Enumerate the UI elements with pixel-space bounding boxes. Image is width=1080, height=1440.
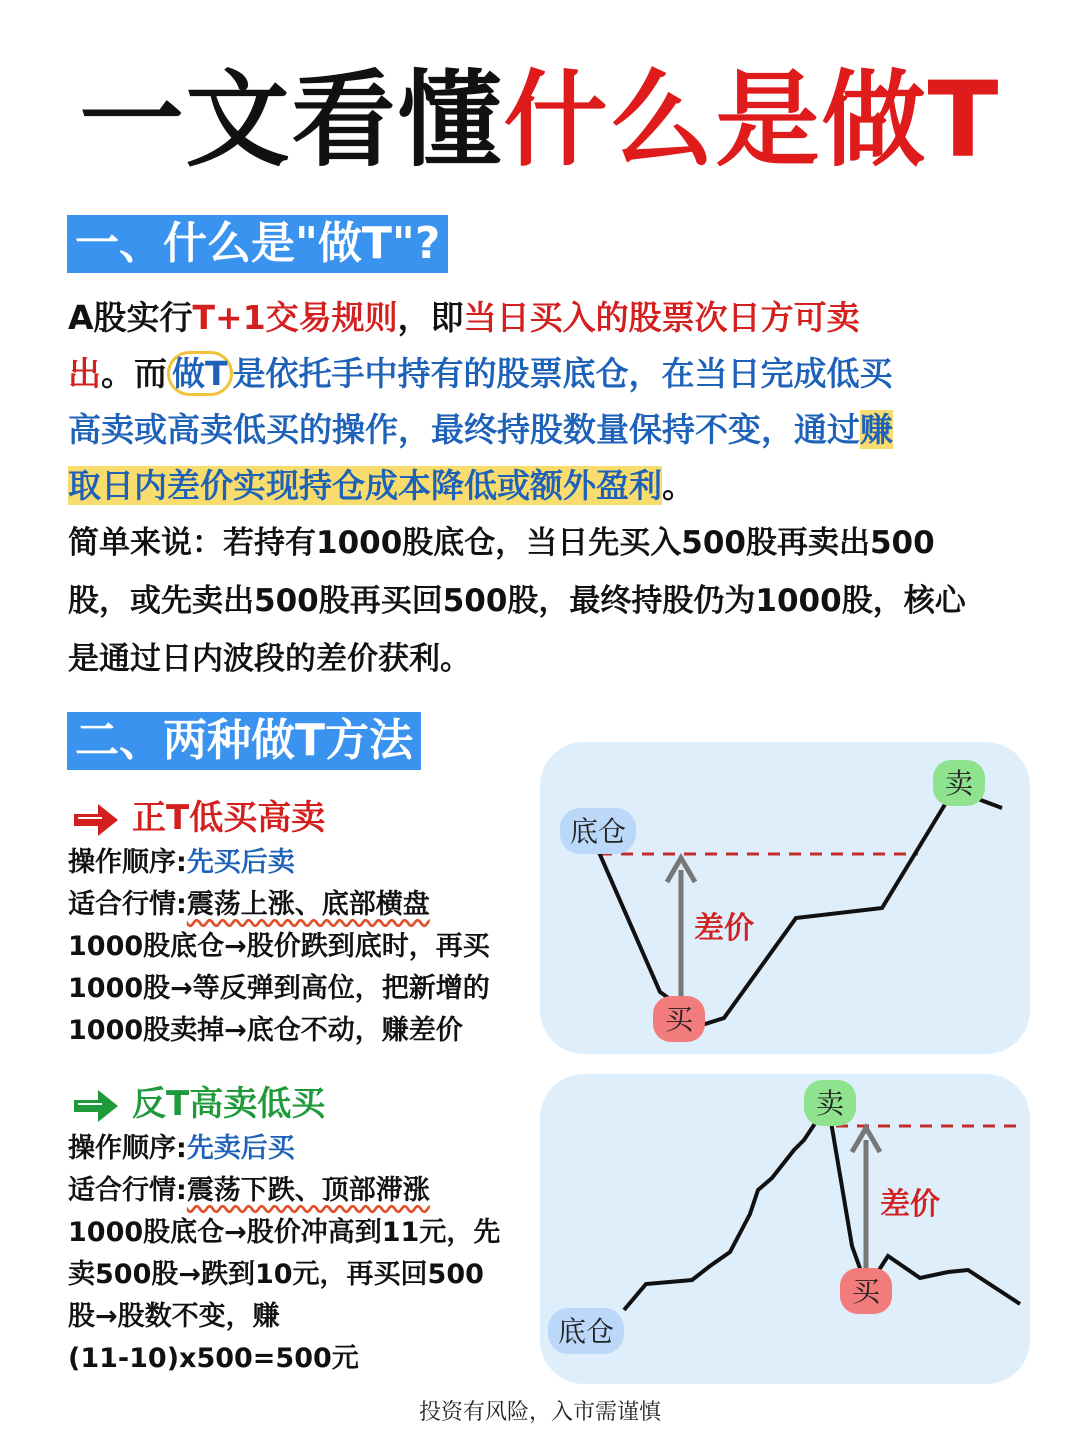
text: A股实行	[68, 298, 193, 337]
section1-paragraph	[68, 290, 1028, 514]
title-part2: 什么是做T	[503, 59, 1001, 181]
rule-detail: 当日买入的股票次日方可卖	[463, 298, 860, 337]
market-label: 适合行情:	[68, 889, 187, 920]
page-title	[0, 60, 1080, 180]
order-value: 先卖后买	[186, 1133, 295, 1164]
method1-desc: 1000股卖掉→底仓不动，赚差价	[68, 1015, 463, 1046]
text: 。而	[101, 354, 167, 393]
green-arrow-icon	[72, 1088, 120, 1124]
market-value: 震荡上涨、底部横盘	[186, 889, 430, 920]
simple-line: 股，或先卖出500股再买回500股，最终持股仍为1000股，核心	[68, 583, 966, 619]
method2-desc: (11-10)x500=500元	[68, 1343, 359, 1374]
method1-title-text: 正T低买高卖	[132, 798, 326, 838]
buy-label: 买	[851, 1275, 881, 1308]
chart1-panel	[540, 742, 1030, 1054]
buy-label: 买	[664, 1003, 694, 1036]
price-line	[598, 790, 1002, 1024]
base-label: 底仓	[569, 815, 627, 848]
diff-label: 差价	[880, 1187, 940, 1222]
highlight: 赚	[860, 410, 893, 449]
price-line	[624, 1104, 1020, 1310]
circled-term: 做T	[167, 351, 233, 396]
t1-rule: T+1交易规则	[192, 298, 398, 337]
text: 。	[662, 466, 695, 505]
method2-desc: 股→股数不变，赚	[68, 1301, 280, 1332]
order-value: 先买后卖	[186, 847, 295, 878]
red-arrow-icon	[72, 802, 120, 838]
method1-details	[68, 842, 538, 1052]
base-label: 底仓	[557, 1315, 615, 1348]
method2-title	[72, 1082, 325, 1126]
section1-heading: 一、什么是"做T"?	[67, 215, 448, 273]
method2-desc: 1000股底仓→股价冲高到11元，先	[68, 1217, 501, 1248]
market-label: 适合行情:	[68, 1175, 187, 1206]
chart2-panel	[540, 1074, 1030, 1384]
method1-desc: 1000股→等反弹到高位，把新增的	[68, 973, 490, 1004]
method1-desc: 1000股底仓→股价跌到底时，再买	[68, 931, 490, 962]
chart1-diagram	[540, 742, 1030, 1054]
order-label: 操作顺序:	[68, 847, 187, 878]
sell-label: 卖	[815, 1087, 845, 1120]
market-value: 震荡下跌、顶部滞涨	[186, 1175, 430, 1206]
chart2-diagram	[540, 1074, 1030, 1384]
title-part1: 一文看懂	[79, 59, 504, 181]
definition: 是依托手中持有的股票底仓，在当日完成低买	[232, 354, 893, 393]
method2-title-text: 反T高卖低买	[132, 1084, 326, 1124]
text: ，即	[397, 298, 464, 337]
order-label: 操作顺序:	[68, 1133, 187, 1164]
method2-desc: 卖500股→跌到10元，再买回500	[68, 1259, 484, 1290]
section2-heading: 二、两种做T方法	[67, 712, 421, 770]
diff-label: 差价	[694, 911, 754, 946]
simple-line: 是通过日内波段的差价获利。	[68, 641, 471, 677]
definition: 高卖或高卖低买的操作，最终持股数量保持不变，通过	[68, 410, 860, 449]
method2-details	[68, 1128, 538, 1380]
risk-disclaimer: 投资有风险，入市需谨慎	[418, 1400, 661, 1425]
rule-detail-end: 出	[68, 354, 101, 393]
method1-title	[72, 796, 325, 840]
sell-label: 卖	[944, 767, 974, 800]
simple-explanation	[68, 514, 1028, 688]
simple-line: 简单来说：若持有1000股底仓，当日先买入500股再卖出500	[68, 525, 935, 561]
highlight: 取日内差价实现持仓成本降低或额外盈利	[68, 466, 662, 505]
